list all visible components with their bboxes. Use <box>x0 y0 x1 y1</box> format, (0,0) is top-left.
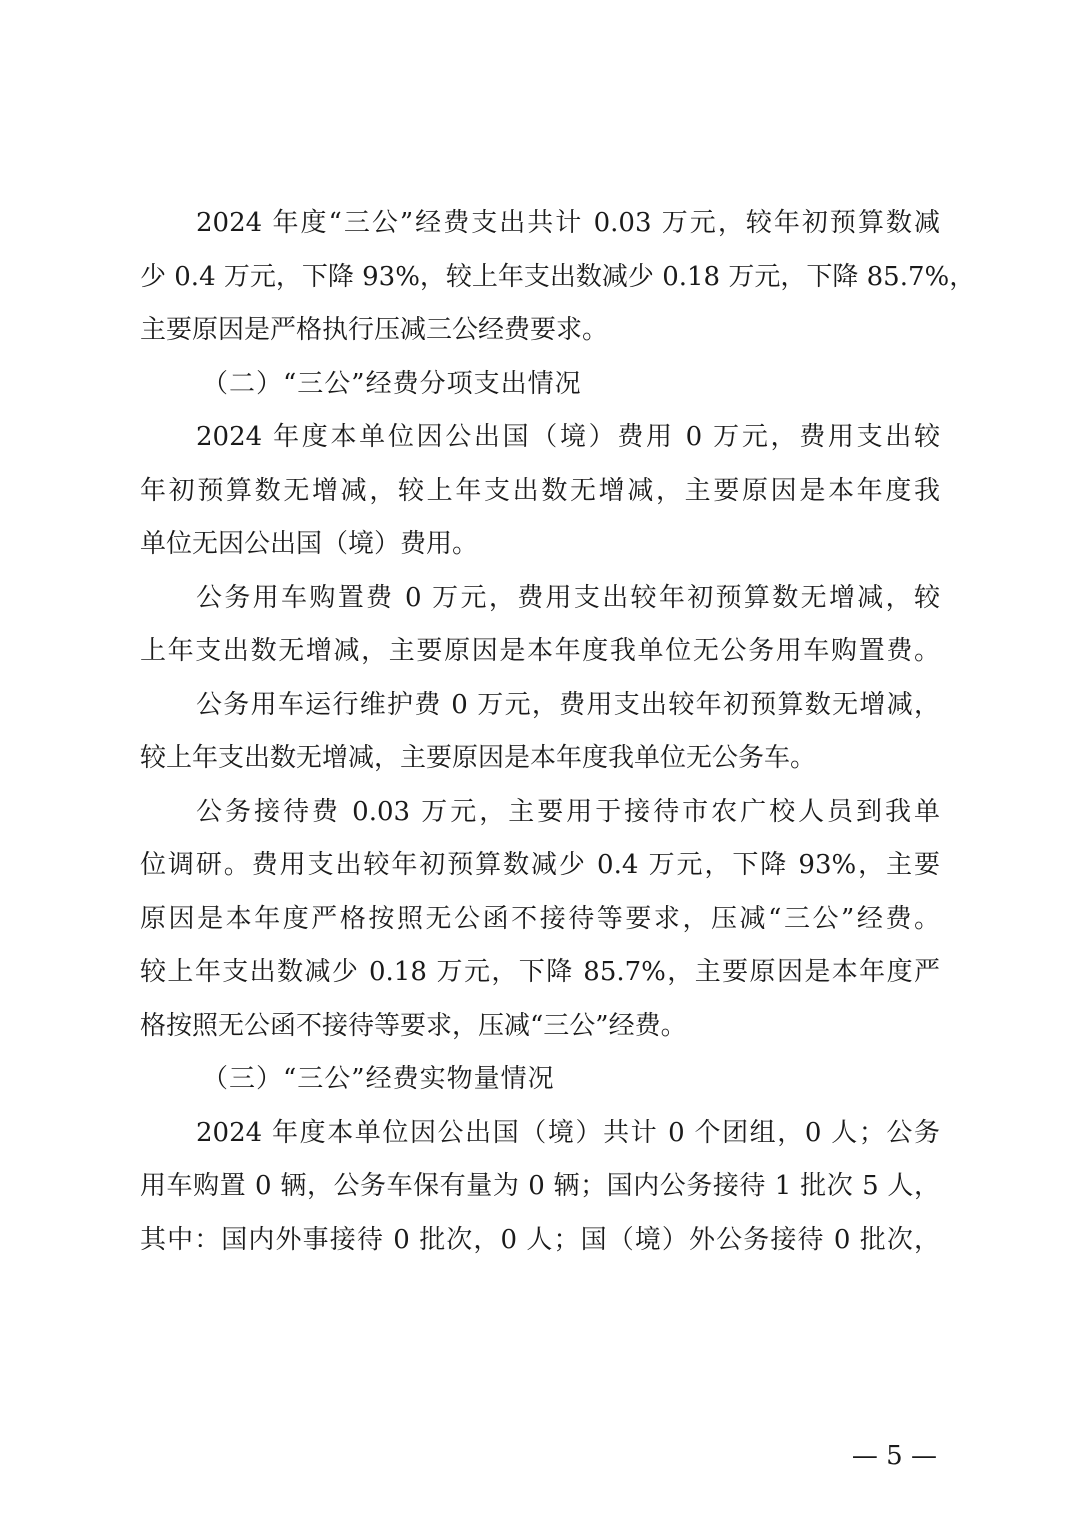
text-line-14: 原因是本年度严格按照无公函不接待等要求，压减“三公”经费。 <box>140 904 940 934</box>
text-line-9: 上年支出数无增减，主要原因是本年度我单位无公务用车购置费。 <box>140 636 940 666</box>
text-line-1: 2024 年度“三公”经费支出共计 0.03 万元，较年初预算数减 <box>196 208 940 238</box>
text-line-19: 用车购置 0 辆，公务车保有量为 0 辆；国内公务接待 1 批次 5 人， <box>140 1171 940 1201</box>
text-line-8: 公务用车购置费 0 万元，费用支出较年初预算数无增减，较 <box>196 583 940 613</box>
text-line-3: 主要原因是严格执行压减三公经费要求。 <box>140 315 609 345</box>
text-line-13: 位调研。费用支出较年初预算数减少 0.4 万元，下降 93%，主要 <box>140 850 940 880</box>
section-heading-2: （二）“三公”经费分项支出情况 <box>202 369 582 399</box>
text-line-6: 年初预算数无增减，较上年支出数无增减，主要原因是本年度我 <box>140 476 940 506</box>
text-line-20: 其中：国内外事接待 0 批次，0 人；国（境）外公务接待 0 批次， <box>140 1225 940 1255</box>
text-line-10: 公务用车运行维护费 0 万元，费用支出较年初预算数无增减， <box>196 690 940 720</box>
text-line-2: 少 0.4 万元，下降 93%，较上年支出数减少 0.18 万元，下降 85.7%， <box>140 262 976 292</box>
text-line-7: 单位无因公出国（境）费用。 <box>140 529 479 559</box>
text-line-11: 较上年支出数无增减，主要原因是本年度我单位无公务车。 <box>140 743 817 773</box>
section-heading-3: （三）“三公”经费实物量情况 <box>202 1064 555 1094</box>
page-number: — 5 — <box>851 1441 937 1471</box>
text-line-5: 2024 年度本单位因公出国（境）费用 0 万元，费用支出较 <box>196 422 940 452</box>
text-line-16: 格按照无公函不接待等要求，压减“三公”经费。 <box>140 1011 687 1041</box>
text-line-12: 公务接待费 0.03 万元，主要用于接待市农广校人员到我单 <box>196 797 940 827</box>
text-line-18: 2024 年度本单位因公出国（境）共计 0 个团组，0 人；公务 <box>196 1118 940 1148</box>
text-line-15: 较上年支出数减少 0.18 万元，下降 85.7%，主要原因是本年度严 <box>140 957 940 987</box>
